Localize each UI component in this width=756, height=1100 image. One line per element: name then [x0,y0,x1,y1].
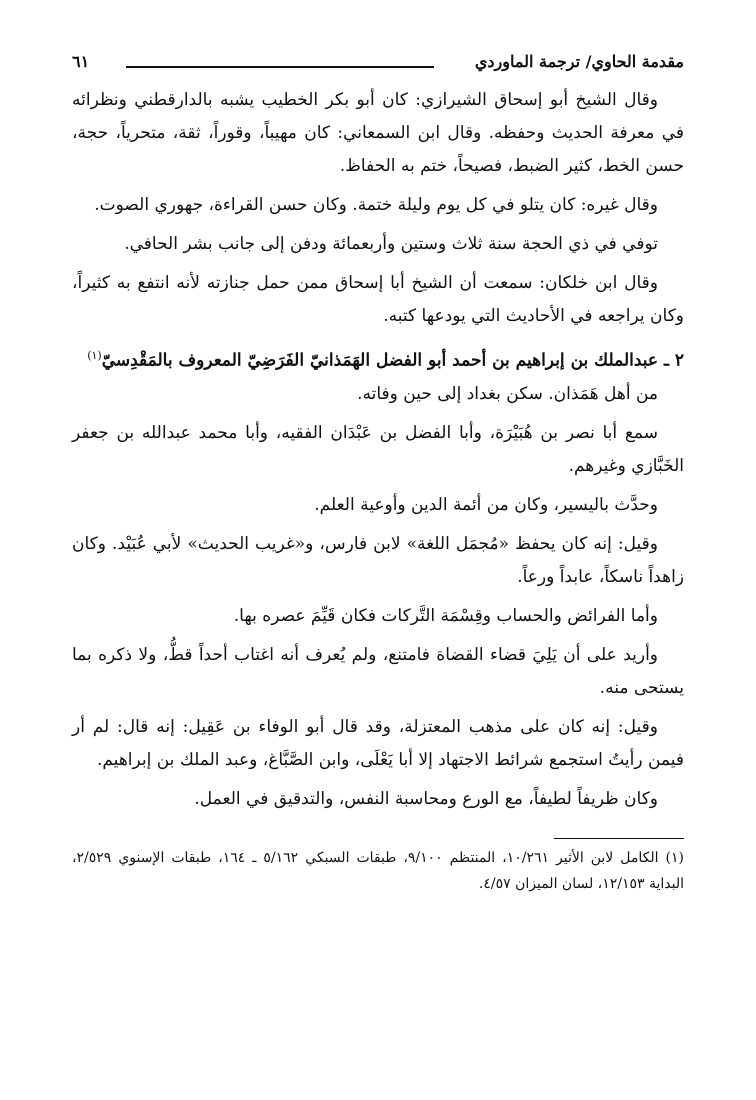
paragraph: وقيل: إنه كان يحفظ «مُجمَل اللغة» لابن فارس، و«غريب الحديث» لأبي عُبَيْد. وكان زاهداً ناسكاً، عابداً ورعاً. [72,533,684,587]
page [72,46,684,1056]
running-header [72,46,684,76]
footnote: (١) الكامل لابن الأثير ١٠/٢٦١، المنتظم ٩/١٠٠، طبقات السبكي ٥/١٦٢ ـ ١٦٤، طبقات الإسنوي ٢/٥٢٩، البداية ١٢/١٥٣، لسان الميزان ٤/٥٧. [72,849,684,892]
header-title: مقدمة الحاوي/ ترجمة الماوردي [474,52,684,71]
page-number: ٦١ [72,52,90,71]
paragraph: وقال ابن خلكان: سمعت أن الشيخ أبا إسحاق ممن حمل جنازته لأنه انتفع به كثيراً، وكان يراجعه في الأحاديث التي يودعها كتبه. [72,273,684,326]
paragraph: توفي في ذي الحجة سنة ثلاث وستين وأربعمائة ودفن إلى جانب بشر الحافي. [124,234,658,254]
paragraph: وكان ظريفاً لطيفاً، مع الورع ومحاسبة النفس، والتدقيق في العمل. [194,788,658,809]
entry-heading-text: ٢ ـ عبدالملك بن إبراهيم بن أحمد أبو الفضل الهَمَذانيّ الفَرَضِيّ المعروف بالمَقْدِسيّ [101,350,684,371]
paragraph: من أهل هَمَذان. سكن بغداد إلى حين وفاته. [357,383,658,404]
paragraph: وقيل: إنه كان على مذهب المعتزلة، وقد قال أبو الوفاء بن عَقِيل: إنه قال: لم أر فيمن رأيتُ استجمع شرائط الاجتهاد إلا أبا يَعْلَى، وابن الصَّبَّاغ، وعبد الملك بن إبراهيم. [72,716,684,770]
paragraph: وأريد على أن يَلِيَ قضاء القضاة فامتنع، ولم يُعرف أنه اغتاب أحداً قطُّ، ولا ذكره بما يستحى منه. [72,644,684,698]
paragraph: وأما الفرائض والحساب وقِسْمَة التَّركات فكان قَيِّمَ عصره بها. [233,605,658,626]
footnote-rule [554,838,684,839]
paragraph: وقال الشيخ أبو إسحاق الشيرازي: كان أبو بكر الخطيب يشبه بالدارقطني ونظرائه في معرفة الحديث وحفظه. وقال ابن السمعاني: كان مهيباً، وقوراً، ثقة، متحرياً، حجة، حسن الخط، كثير الضبط، فصيحاً، ختم به الحفاظ. [72,90,684,176]
paragraph: سمع أبا نصر بن هُبَيْرَة، وأبا الفضل بن عَبْدَان الفقيه، وأبا محمد عبدالله بن جعفر الخَبَّازي وغيرهم. [72,422,684,476]
footnote-reference: (١) [87,349,102,362]
paragraph: وقال غيره: كان يتلو في كل يوم وليلة ختمة. وكان حسن القراءة، جهوري الصوت. [94,195,658,215]
paragraph: وحدَّث باليسير، وكان من أئمة الدين وأوعية العلم. [314,494,658,515]
body-text [72,84,684,897]
header-rule [126,66,434,68]
entry-heading [72,339,684,378]
